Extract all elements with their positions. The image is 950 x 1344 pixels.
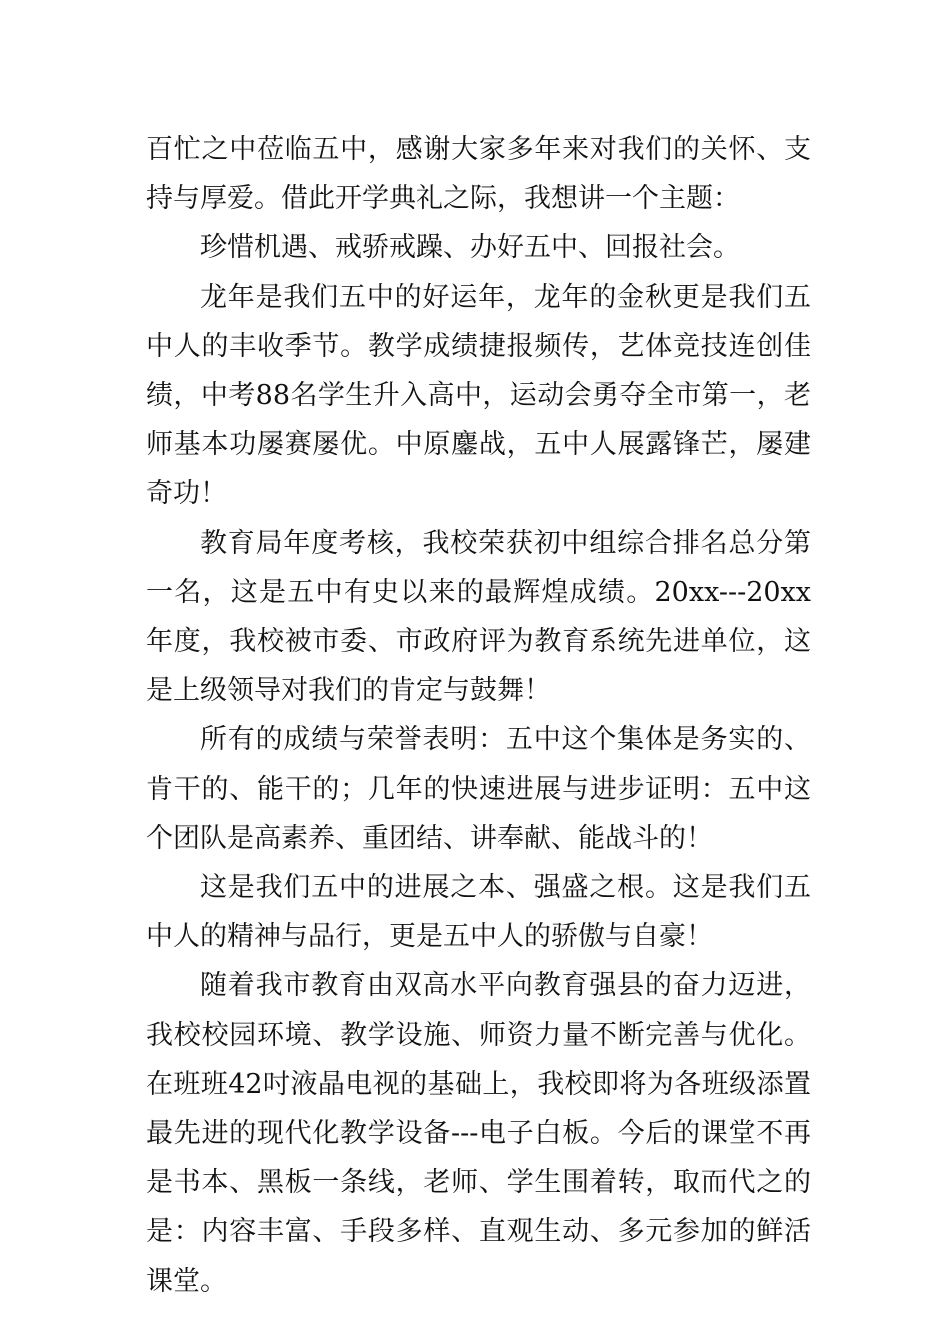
paragraph-1: 百忙之中莅临五中，感谢大家多年来对我们的关怀、支持与厚爱。借此开学典礼之际，我想讲一个主题： [146,134,811,215]
paragraph-3: 龙年是我们五中的好运年，龙年的金秋更是我们五中人的丰收季节。教学成绩捷报频传，艺体竞技连创佳绩，中考88名学生升入高中，运动会勇夺全市第一，老师基本功屡赛屡优。中原鏖战，五中人展露锋芒，屡建奇功！ [146,281,811,510]
paragraph-5: 所有的成绩与荣誉表明：五中这个集体是务实的、肯干的、能干的；几年的快速进展与进步证明：五中这个团队是高素养、重团结、讲奉献、能战斗的！ [146,724,811,854]
document-body [146,125,811,1306]
paragraph-6: 这是我们五中的进展之本、强盛之根。这是我们五中人的精神与品行，更是五中人的骄傲与自豪！ [146,872,811,953]
paragraph-2: 珍惜机遇、戒骄戒躁、办好五中、回报社会。 [200,232,740,264]
paragraph-4: 教育局年度考核，我校荣获初中组综合排名总分第一名，这是五中有史以来的最辉煌成绩。20xx---20xx年度，我校被市委、市政府评为教育系统先进单位，这是上级领导对我们的肯定与鼓舞！ [146,527,811,707]
paragraph-7: 随着我市教育由双高水平向教育强县的奋力迈进，我校校园环境、教学设施、师资力量不断完善与优化。在班班42吋液晶电视的基础上，我校即将为各班级添置最先进的现代化教学设备---电子白板。今后的课堂不再是书本、黑板一条线，老师、学生围着转，取而代之的是：内容丰富、手段多样、直观生动、多元参加的鲜活课堂。 [146,970,811,1297]
